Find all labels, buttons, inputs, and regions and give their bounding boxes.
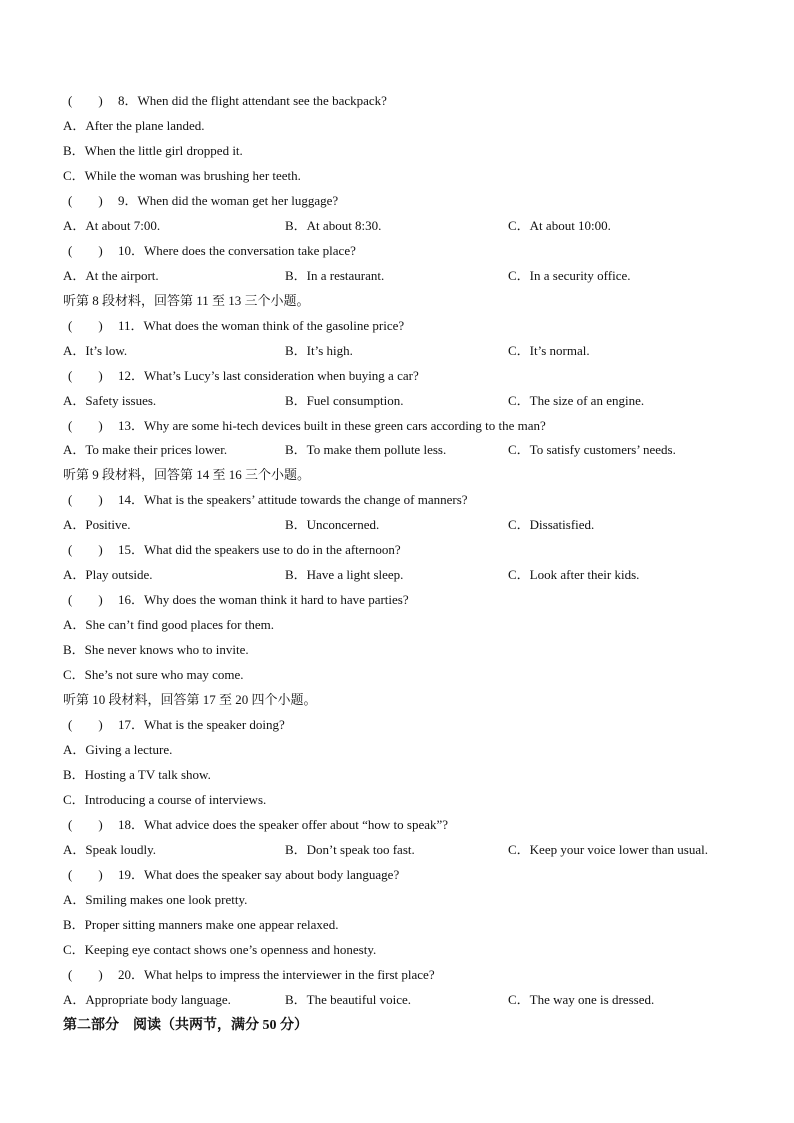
answer-option: B．Fuel consumption.	[285, 392, 404, 408]
question-line	[0, 238, 794, 263]
option-line	[0, 737, 794, 762]
answer-blank[interactable]: ( )	[68, 717, 103, 732]
question-line	[0, 812, 794, 837]
question-line	[0, 413, 794, 438]
answer-option: C．Dissatisfied.	[508, 517, 595, 533]
question-text: 16．Why does the woman think it hard to have parties?	[118, 592, 409, 608]
answer-option: B．In a restaurant.	[285, 267, 385, 283]
section-instruction	[0, 462, 794, 487]
answer-blank[interactable]: ( )	[68, 317, 103, 333]
question-text: 19．What does the speaker say about body language?	[118, 866, 400, 882]
answer-blank[interactable]: ( )	[68, 242, 103, 258]
answer-option: C．Look after their kids.	[508, 567, 640, 583]
answer-option: C．She’s not sure who may come.	[63, 667, 244, 683]
section-instruction	[0, 288, 794, 313]
question-text: 18．What advice does the speaker offer about “how to speak”?	[118, 816, 449, 832]
option-line	[0, 113, 794, 138]
answer-option: C．Introducing a course of interviews.	[63, 791, 267, 807]
question-text: 11．What does the woman think of the gasoline price?	[118, 317, 405, 333]
option-line	[0, 138, 794, 163]
option-line	[0, 512, 794, 537]
answer-blank[interactable]: ( )	[68, 542, 103, 558]
question-text: 15．What did the speakers use to do in the afternoon?	[118, 542, 401, 558]
answer-option: A．Speak loudly.	[63, 841, 157, 857]
answer-blank[interactable]: ( )	[68, 492, 103, 508]
question-text: 13．Why are some hi-tech devices built in these green cars according to the man?	[118, 417, 546, 433]
answer-option: B．It’s high.	[285, 342, 353, 358]
option-line	[0, 662, 794, 687]
section-instruction	[0, 687, 794, 712]
option-line	[0, 437, 794, 462]
question-line	[0, 587, 794, 612]
answer-option: B．Hosting a TV talk show.	[63, 766, 211, 782]
question-line	[0, 712, 794, 737]
question-line	[0, 537, 794, 562]
answer-option: C．It’s normal.	[508, 342, 590, 358]
answer-blank[interactable]: ( )	[68, 192, 103, 208]
part-heading	[0, 1013, 794, 1038]
answer-blank[interactable]: ( )	[68, 816, 103, 832]
question-line	[0, 862, 794, 887]
question-text: 10．Where does the conversation take place?	[118, 242, 356, 258]
option-line	[0, 263, 794, 288]
answer-option: A．Play outside.	[63, 567, 153, 583]
answer-option: A．Positive.	[63, 517, 131, 533]
question-text: 8．When did the flight attendant see the backpack?	[118, 93, 387, 108]
answer-option: B．Don’t speak too fast.	[285, 841, 415, 857]
question-line	[0, 88, 794, 113]
option-line	[0, 163, 794, 188]
question-text: 12．What’s Lucy’s last consideration when buying a car?	[118, 367, 419, 383]
answer-blank[interactable]: ( )	[68, 417, 103, 433]
answer-option: C．The size of an engine.	[508, 392, 645, 408]
option-line	[0, 937, 794, 962]
option-line	[0, 912, 794, 937]
option-line	[0, 213, 794, 238]
answer-option: C．The way one is dressed.	[508, 991, 655, 1007]
answer-option: C．In a security office.	[508, 267, 631, 283]
question-line	[0, 188, 794, 213]
option-line	[0, 612, 794, 637]
answer-option: A．Appropriate body language.	[63, 991, 231, 1007]
option-line	[0, 837, 794, 862]
answer-option: B．Unconcerned.	[285, 517, 380, 533]
answer-blank[interactable]: ( )	[68, 592, 103, 608]
option-line	[0, 887, 794, 912]
answer-option: B．Have a light sleep.	[285, 567, 404, 583]
option-line	[0, 787, 794, 812]
question-text: 20．What helps to impress the interviewer in the first place?	[118, 966, 435, 982]
answer-option: A．Smiling makes one look pretty.	[63, 891, 248, 907]
option-line	[0, 562, 794, 587]
question-text: 9．When did the woman get her luggage?	[118, 192, 339, 208]
answer-option: A．Safety issues.	[63, 392, 157, 408]
question-text: 17．What is the speaker doing?	[118, 717, 285, 732]
answer-option: C．While the woman was brushing her teeth.	[63, 167, 301, 183]
part-heading-text: 第二部分 阅读（共两节，满分 50 分）	[63, 1017, 308, 1033]
answer-option: B．Proper sitting manners make one appear relaxed.	[63, 916, 339, 932]
answer-option: C．To satisfy customers’ needs.	[508, 442, 676, 458]
option-line	[0, 637, 794, 662]
answer-blank[interactable]: ( )	[68, 966, 103, 982]
instruction-text: 听第 8 段材料，回答第 11 至 13 三个小题。	[63, 292, 310, 308]
question-line	[0, 962, 794, 987]
answer-option: C．At about 10:00.	[508, 217, 611, 233]
answer-option: A．To make their prices lower.	[63, 442, 228, 458]
option-line	[0, 338, 794, 363]
answer-option: C．Keep your voice lower than usual.	[508, 841, 709, 857]
answer-option: B．The beautiful voice.	[285, 991, 411, 1007]
option-line	[0, 762, 794, 787]
answer-option: B．At about 8:30.	[285, 217, 382, 233]
option-line	[0, 987, 794, 1012]
question-line	[0, 313, 794, 338]
answer-option: A．At the airport.	[63, 267, 159, 283]
instruction-text: 听第 9 段材料，回答第 14 至 16 三个小题。	[63, 467, 311, 483]
answer-blank[interactable]: ( )	[68, 866, 103, 882]
question-text: 14．What is the speakers’ attitude towards the change of manners?	[118, 492, 468, 508]
option-line	[0, 388, 794, 413]
answer-option: A．It’s low.	[63, 342, 128, 358]
answer-blank[interactable]: ( )	[68, 367, 103, 383]
answer-option: B．When the little girl dropped it.	[63, 142, 243, 158]
question-line	[0, 363, 794, 388]
instruction-text: 听第 10 段材料，回答第 17 至 20 四个小题。	[63, 692, 317, 707]
answer-option: C．Keeping eye contact shows one’s openness and honesty.	[63, 941, 377, 957]
answer-option: A．At about 7:00.	[63, 217, 161, 233]
answer-option: B．She never knows who to invite.	[63, 642, 249, 658]
answer-option: A．Giving a lecture.	[63, 742, 173, 757]
answer-option: A．She can’t find good places for them.	[63, 617, 274, 633]
question-line	[0, 487, 794, 512]
answer-option: B．To make them pollute less.	[285, 442, 447, 458]
answer-blank[interactable]: ( )	[68, 93, 103, 108]
answer-option: A．After the plane landed.	[63, 118, 205, 133]
